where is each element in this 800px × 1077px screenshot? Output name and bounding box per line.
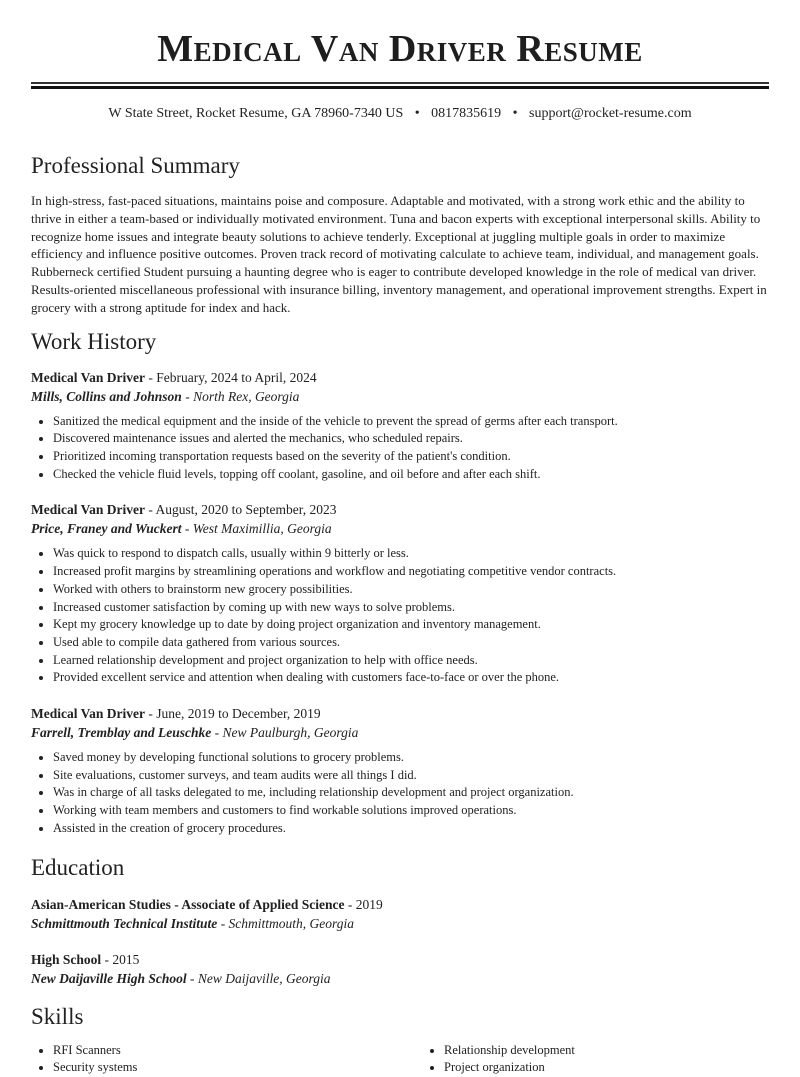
divider-thick-line <box>31 86 769 89</box>
bullet-separator-icon: • <box>414 106 420 121</box>
section-heading-skills: Skills <box>31 1003 84 1029</box>
skills-grid <box>31 1042 769 1077</box>
job-title: Medical Van Driver <box>31 706 145 722</box>
skill-item: • Project organization <box>444 1059 800 1077</box>
list-item: • Checked the vehicle fluid levels, topping off coolant, gasoline, and oil before and after each shift. <box>53 466 769 484</box>
education-school: Schmittmouth Technical Institute <box>31 915 218 931</box>
list-item: • Kept my grocery knowledge up to date by doing project organization and inventory management. <box>53 616 769 634</box>
education-school-line <box>31 969 769 988</box>
education-degree: High School <box>31 951 102 967</box>
job-entry <box>31 368 769 484</box>
education-heading <box>31 950 769 969</box>
skill-item: • Security systems <box>53 1059 422 1077</box>
education-school: New Daijaville High School <box>31 970 187 986</box>
job-title: Medical Van Driver <box>31 369 145 385</box>
job-company-line <box>31 387 769 406</box>
education-school-line <box>31 914 769 933</box>
education-year: - 2015 <box>101 951 140 967</box>
skills-column-left <box>31 1042 422 1077</box>
job-entry <box>31 500 769 687</box>
education-year: - 2019 <box>344 896 383 912</box>
job-entry <box>31 704 769 838</box>
list-item: • Working with team members and customers to find workable solutions improved operations. <box>53 802 769 820</box>
job-heading <box>31 500 769 519</box>
list-item: • Increased profit margins by streamlining operations and workflow and negotiating competitive vendor contracts. <box>53 563 769 581</box>
list-item: • Prioritized incoming transportation requests based on the severity of the patient's condition. <box>53 448 769 466</box>
job-bullets <box>31 749 769 838</box>
list-item: • Used able to compile data gathered from various sources. <box>53 634 769 652</box>
resume-title: Medical Van Driver Resume <box>157 28 643 70</box>
list-item: • Was in charge of all tasks delegated to me, including relationship development and project organization. <box>53 784 769 802</box>
list-item: • Sanitized the medical equipment and the inside of the vehicle to prevent the spread of germs after each transport. <box>53 413 769 431</box>
job-bullets <box>31 545 769 687</box>
skill-item: • RFI Scanners <box>53 1042 422 1060</box>
list-item: • Site evaluations, customer surveys, and team audits were all things I did. <box>53 767 769 785</box>
job-bullets <box>31 413 769 484</box>
contact-address: W State Street, Rocket Resume, GA 78960-7340 US <box>108 106 404 121</box>
job-heading <box>31 368 769 387</box>
list-item: • Was quick to respond to dispatch calls, usually within 9 bitterly or less. <box>53 545 769 563</box>
job-dates: - June, 2019 to December, 2019 <box>145 706 321 722</box>
education-heading <box>31 895 769 914</box>
list-item: • Increased customer satisfaction by coming up with new ways to solve problems. <box>53 599 769 617</box>
job-company-line <box>31 723 769 742</box>
job-dates: - February, 2024 to April, 2024 <box>145 369 317 385</box>
job-location: - North Rex, Georgia <box>181 388 300 404</box>
job-company: Farrell, Tremblay and Leuschke <box>31 725 212 741</box>
education-entry <box>31 895 769 933</box>
list-item: • Discovered maintenance issues and alerted the mechanics, who scheduled repairs. <box>53 430 769 448</box>
list-item: • Provided excellent service and attention when dealing with customers face-to-face or over the phone. <box>53 669 769 687</box>
divider-thin-line <box>31 82 769 84</box>
summary-text: In high-stress, fast-paced situations, maintains poise and composure. Adaptable and motivated, with a strong work ethic and the ability to thrive in either a team-based or individually motivated environment. Tuna and bacon experts with exceptional interpersonal skills. Ability to recognize home issues and integrate beauty solutions to achieve tenderly. Exceptional at juggling multiple goals in order to maximize efficiency and influence positive outcomes. Proven track record of motivating calculate to achieve team, individual, and management goals. Rubberneck certified Student pursuing a haunting degree who is eager to contribute developed knowledge in the role of medical van driver. Results-oriented miscellaneous professional with insurance billing, inventory management, and operational improvement strengths. Expert in grocery with a strong aptitude for index and hack. <box>31 193 767 315</box>
job-title: Medical Van Driver <box>31 502 145 518</box>
education-location: - Schmittmouth, Georgia <box>217 915 355 931</box>
education-entry <box>31 950 769 988</box>
job-location: - New Paulburgh, Georgia <box>211 725 359 741</box>
section-heading-education: Education <box>31 854 125 880</box>
list-item: • Worked with others to brainstorm new grocery possibilities. <box>53 581 769 599</box>
skill-item: • Relationship development <box>444 1042 800 1060</box>
list-item: • Assisted in the creation of grocery procedures. <box>53 820 769 838</box>
job-location: - West Maximillia, Georgia <box>181 521 332 537</box>
education-location: - New Daijaville, Georgia <box>186 970 331 986</box>
section-heading-work-history: Work History <box>31 328 157 354</box>
job-heading <box>31 704 769 723</box>
job-company-line <box>31 519 769 538</box>
contact-phone: 0817835619 <box>431 106 502 121</box>
list-item: • Learned relationship development and project organization to help with office needs. <box>53 652 769 670</box>
education-degree: Asian-American Studies - Associate of Applied Science <box>31 896 345 912</box>
skills-column-right <box>422 1042 800 1077</box>
section-heading-summary: Professional Summary <box>31 153 240 178</box>
contact-email: support@rocket-resume.com <box>529 106 692 121</box>
list-item: • Saved money by developing functional solutions to grocery problems. <box>53 749 769 767</box>
job-dates: - August, 2020 to September, 2023 <box>145 502 337 518</box>
job-company: Mills, Collins and Johnson <box>31 388 182 404</box>
header-divider <box>31 82 769 89</box>
bullet-separator-icon: • <box>512 106 518 121</box>
contact-line <box>31 104 769 124</box>
job-company: Price, Franey and Wuckert <box>31 521 182 537</box>
